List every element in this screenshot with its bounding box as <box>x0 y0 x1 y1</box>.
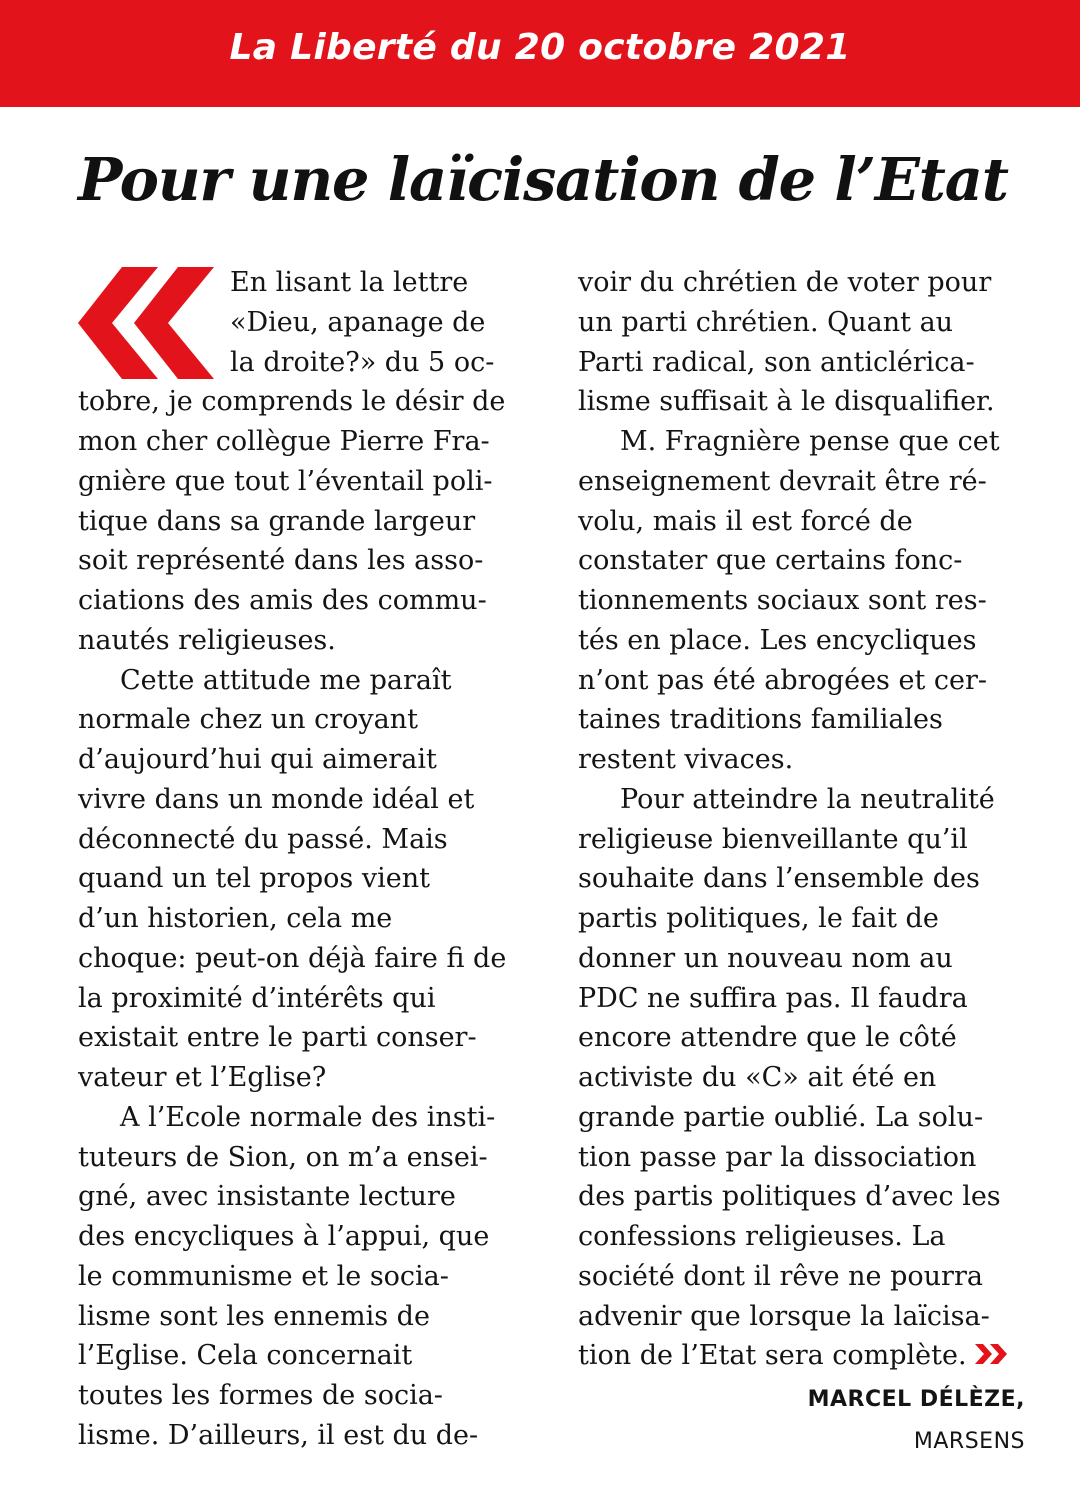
text-line: nautés religieuses. <box>78 624 336 656</box>
text-line-content: tion de l’Etat sera complète. <box>578 1340 967 1372</box>
text-line: d’un historien, cela me <box>78 903 393 934</box>
text-line: un parti chrétien. Quant au <box>578 306 954 338</box>
text-line: taines traditions familiales <box>578 704 943 736</box>
double-chevron-left-icon <box>78 267 218 379</box>
text-line: soit représenté dans les asso- <box>78 545 484 577</box>
text-line: activiste du «C» ait été en <box>578 1062 937 1093</box>
text-line: tés en place. Les encycliques <box>578 624 977 656</box>
text-line: gné, avec insistante lecture <box>78 1181 456 1213</box>
text-line: des partis politiques d’avec les <box>578 1181 1001 1213</box>
text-line: ciations des amis des commu- <box>78 585 487 616</box>
text-line: l’Eglise. Cela concernait <box>78 1340 413 1372</box>
text-line: «Dieu, apanage de <box>230 306 486 338</box>
text-line: voir du chrétien de voter pour <box>578 267 992 298</box>
text-line: constater que certains fonc- <box>578 545 963 577</box>
text-line: lisme. D’ailleurs, il est du de- <box>78 1419 479 1451</box>
text-line: tobre, je comprends le désir de <box>78 386 506 418</box>
text-line: des encycliques à l’appui, que <box>78 1221 490 1252</box>
text-line: le communisme et le socia- <box>78 1260 449 1292</box>
text-line: existait entre le parti conser- <box>78 1022 477 1054</box>
text-line: volu, mais il est forcé de <box>578 505 913 537</box>
text-line: quand un tel propos vient <box>78 863 430 895</box>
text-line: gnière que tout l’éventail poli- <box>78 465 493 497</box>
text-line: lisme suffisait à le disqualifier. <box>578 386 995 418</box>
text-line: grande partie oublié. La solu- <box>578 1101 984 1133</box>
text-line: Cette attitude me paraît <box>120 664 452 696</box>
text-line: vateur et l’Eglise? <box>78 1062 327 1093</box>
text-line: Pour atteindre la neutralité <box>620 783 995 815</box>
article-column-right <box>578 263 1025 1376</box>
text-line: lisme sont les ennemis de <box>78 1300 430 1332</box>
article-column-left <box>78 263 525 1456</box>
text-line: tionnements sociaux sont res- <box>578 585 987 616</box>
double-chevron-right-icon <box>975 1344 1009 1364</box>
text-line: enseignement devrait être ré- <box>578 465 987 497</box>
text-line: choque: peut-on déjà faire fi de <box>78 942 507 974</box>
text-line: PDC ne suffira pas. Il faudra <box>578 982 968 1014</box>
text-line: tion passe par la dissociation <box>578 1141 977 1173</box>
text-line: Parti radical, son anticlérica- <box>578 346 975 378</box>
text-line: tuteurs de Sion, on m’a ensei- <box>78 1141 488 1173</box>
text-line: donner un nouveau nom au <box>578 942 953 974</box>
text-line: mon cher collègue Pierre Fra- <box>78 426 490 457</box>
author-location: MARSENS <box>913 1429 1025 1454</box>
text-line-last <box>578 1336 1025 1376</box>
text-line: d’aujourd’hui qui aimerait <box>78 744 437 775</box>
article-headline: Pour une laïcisation de l’Etat <box>78 145 1008 214</box>
text-line: toutes les formes de socia- <box>78 1380 443 1411</box>
text-line: advenir que lorsque la laïcisa- <box>578 1300 990 1332</box>
text-line: vivre dans un monde idéal et <box>78 783 475 815</box>
text-line: confessions religieuses. La <box>578 1221 946 1252</box>
text-line: encore attendre que le côté <box>578 1022 957 1054</box>
text-line: n’ont pas été abrogées et cer- <box>578 664 988 696</box>
text-line: normale chez un croyant <box>78 704 418 736</box>
text-line: société dont il rêve ne pourra <box>578 1260 983 1292</box>
text-line: En lisant la lettre <box>230 267 469 298</box>
text-line: souhaite dans l’ensemble des <box>578 863 980 895</box>
text-line: déconnecté du passé. Mais <box>78 823 448 855</box>
text-line: A l’Ecole normale des insti- <box>120 1101 496 1133</box>
banner-title: La Liberté du 20 octobre 2021 <box>229 27 851 68</box>
text-line: tique dans sa grande largeur <box>78 505 476 537</box>
text-line: la droite?» du 5 oc- <box>230 346 495 378</box>
text-line: restent vivaces. <box>578 744 794 775</box>
newspaper-banner <box>0 0 1080 107</box>
author-name: MARCEL DÉLÈZE, <box>807 1387 1025 1412</box>
text-line: M. Fragnière pense que cet <box>620 426 1000 457</box>
text-line: partis politiques, le fait de <box>578 903 939 934</box>
text-line: religieuse bienveillante qu’il <box>578 823 968 855</box>
text-line: la proximité d’intérêts qui <box>78 982 436 1014</box>
